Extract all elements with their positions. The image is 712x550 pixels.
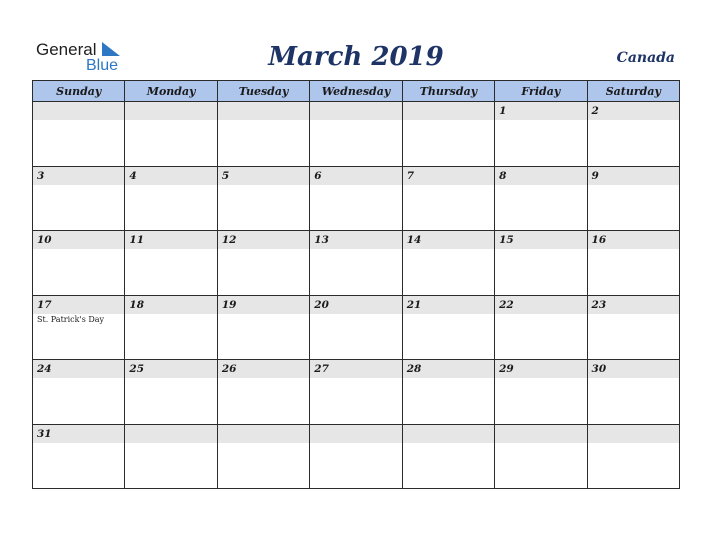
day-cell[interactable] <box>495 360 587 425</box>
day-number: 5 <box>221 169 230 182</box>
day-cell[interactable] <box>495 295 587 360</box>
day-cell[interactable] <box>33 231 125 296</box>
holiday-label: St. Patrick's Day <box>37 314 105 324</box>
day-number: 24 <box>37 363 52 375</box>
day-number-bar <box>588 102 679 120</box>
day-cell[interactable] <box>310 424 402 489</box>
day-cell[interactable] <box>33 360 125 425</box>
day-number-bar <box>588 231 679 249</box>
day-number: 10 <box>37 234 52 246</box>
day-cell[interactable] <box>495 102 587 167</box>
day-number-bar <box>588 296 679 314</box>
day-number-bar <box>403 167 494 185</box>
day-cell[interactable] <box>217 231 309 296</box>
weekday-saturday: Saturday <box>587 81 679 102</box>
weekday-header-row <box>33 81 680 102</box>
day-number: 7 <box>406 169 414 182</box>
day-number-bar <box>588 425 679 443</box>
day-cell[interactable] <box>310 360 402 425</box>
week-row <box>33 166 680 231</box>
day-cell[interactable] <box>587 295 679 360</box>
day-cell[interactable] <box>33 166 125 231</box>
day-cell[interactable] <box>587 424 679 489</box>
day-number: 12 <box>221 234 237 246</box>
day-cell[interactable] <box>217 360 309 425</box>
day-number-bar <box>125 425 216 443</box>
day-number-bar <box>125 296 216 314</box>
day-number-bar <box>310 231 401 249</box>
day-number: 19 <box>221 298 237 311</box>
day-number-bar <box>218 296 309 314</box>
day-cell[interactable] <box>402 102 494 167</box>
day-number-bar <box>33 360 124 378</box>
day-number-bar <box>495 360 586 378</box>
day-number-bar <box>218 360 309 378</box>
day-number: 18 <box>129 298 145 311</box>
day-cell[interactable] <box>402 360 494 425</box>
day-number-bar <box>495 231 586 249</box>
day-number-bar <box>310 425 401 443</box>
day-number: 17 <box>37 298 52 311</box>
day-number-bar <box>218 231 309 249</box>
day-number-bar <box>403 296 494 314</box>
day-cell[interactable] <box>310 166 402 231</box>
day-number-bar <box>588 167 679 185</box>
day-number-bar <box>125 167 216 185</box>
weekday-thursday: Thursday <box>402 81 494 102</box>
day-cell[interactable] <box>587 360 679 425</box>
day-number: 2 <box>591 105 599 117</box>
day-number-bar <box>403 360 494 378</box>
day-number: 15 <box>499 234 514 246</box>
day-cell[interactable] <box>587 166 679 231</box>
day-cell[interactable] <box>402 166 494 231</box>
day-cell[interactable] <box>217 166 309 231</box>
day-number-bar <box>310 167 401 185</box>
day-number: 28 <box>406 363 422 375</box>
weekday-tuesday: Tuesday <box>217 81 309 102</box>
day-cell[interactable] <box>217 424 309 489</box>
week-row <box>33 295 680 360</box>
day-number: 25 <box>129 363 145 375</box>
day-number: 1 <box>499 105 507 117</box>
day-number: 30 <box>591 363 607 375</box>
day-cell[interactable] <box>217 102 309 167</box>
day-number-bar <box>495 102 586 120</box>
day-number-bar <box>310 360 401 378</box>
day-number-bar <box>33 231 124 249</box>
day-number: 22 <box>499 298 514 311</box>
logo-general-text: General <box>36 40 97 59</box>
day-cell[interactable] <box>310 231 402 296</box>
day-number: 31 <box>37 427 52 440</box>
day-number-bar <box>33 167 124 185</box>
day-number: 13 <box>314 234 329 246</box>
calendar-grid <box>32 80 680 489</box>
day-cell[interactable] <box>33 102 125 167</box>
day-cell[interactable] <box>495 231 587 296</box>
day-number: 20 <box>314 298 329 311</box>
day-cell[interactable] <box>125 231 217 296</box>
day-number-bar <box>403 425 494 443</box>
day-number-bar <box>125 231 216 249</box>
day-cell[interactable] <box>587 102 679 167</box>
day-cell[interactable] <box>587 231 679 296</box>
day-number-bar <box>495 425 586 443</box>
day-number-bar <box>495 296 586 314</box>
week-row <box>33 424 680 489</box>
day-number: 27 <box>314 363 329 375</box>
day-cell[interactable] <box>33 424 125 489</box>
day-number: 26 <box>221 363 237 375</box>
day-cell[interactable] <box>310 102 402 167</box>
day-number: 16 <box>591 234 607 246</box>
calendar-title: March 2019 <box>268 42 444 72</box>
day-cell[interactable] <box>217 295 309 360</box>
weekday-friday: Friday <box>495 81 587 102</box>
day-number-bar <box>33 296 124 314</box>
day-number-bar <box>218 167 309 185</box>
day-cell[interactable] <box>402 424 494 489</box>
day-number: 14 <box>406 234 422 246</box>
day-cell[interactable] <box>125 295 217 360</box>
day-cell[interactable] <box>125 424 217 489</box>
day-number: 21 <box>406 298 422 311</box>
weekday-monday: Monday <box>125 81 217 102</box>
day-cell[interactable] <box>125 166 217 231</box>
day-number-bar <box>125 360 216 378</box>
day-cell[interactable] <box>33 295 125 360</box>
day-number-bar <box>403 102 494 120</box>
day-number-bar <box>33 425 124 443</box>
day-cell[interactable] <box>402 231 494 296</box>
day-number: 3 <box>37 169 45 182</box>
day-number-bar <box>310 296 401 314</box>
day-number-bar <box>218 425 309 443</box>
day-number-bar <box>218 102 309 120</box>
weekday-sunday: Sunday <box>33 81 125 102</box>
day-number: 4 <box>129 169 137 182</box>
day-number: 29 <box>499 363 514 375</box>
day-number-bar <box>33 102 124 120</box>
day-cell[interactable] <box>495 166 587 231</box>
day-cell[interactable] <box>495 424 587 489</box>
week-row <box>33 360 680 425</box>
weekday-wednesday: Wednesday <box>310 81 402 102</box>
logo-blue-text: Blue <box>86 57 119 74</box>
week-row <box>33 102 680 167</box>
day-number-bar <box>588 360 679 378</box>
day-cell[interactable] <box>402 295 494 360</box>
day-number: 6 <box>314 169 322 182</box>
day-number: 9 <box>591 169 599 182</box>
day-number: 11 <box>129 234 145 246</box>
day-number: 23 <box>591 298 607 311</box>
day-cell[interactable] <box>310 295 402 360</box>
week-row <box>33 231 680 296</box>
day-cell[interactable] <box>125 360 217 425</box>
day-number-bar <box>403 231 494 249</box>
day-number-bar <box>125 102 216 120</box>
country-label: Canada <box>616 50 675 66</box>
day-number: 8 <box>499 169 507 182</box>
day-cell[interactable] <box>125 102 217 167</box>
calendar-body <box>33 102 680 489</box>
day-number-bar <box>495 167 586 185</box>
day-number-bar <box>310 102 401 120</box>
